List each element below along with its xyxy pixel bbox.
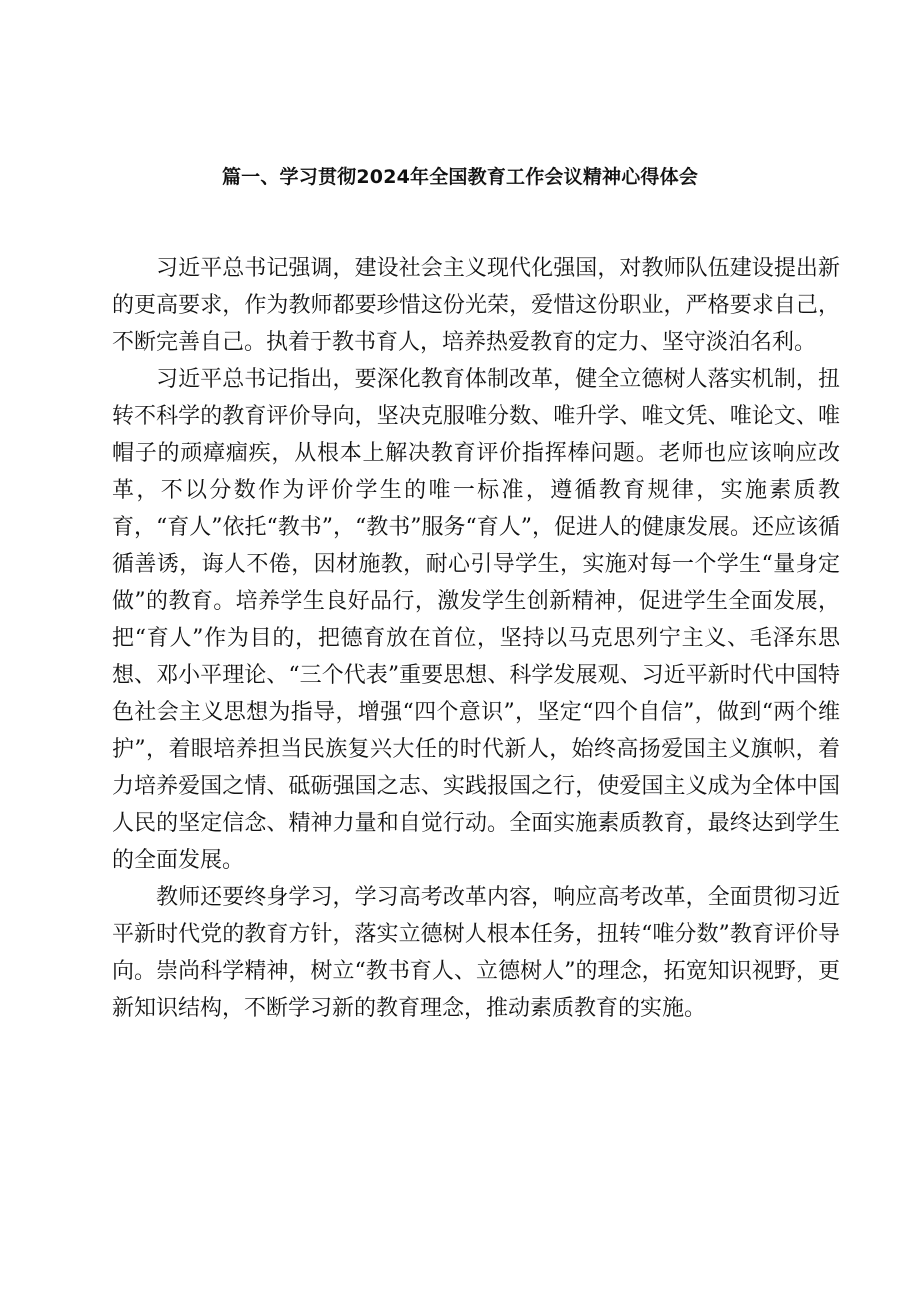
paragraph-1: 习近平总书记强调，建设社会主义现代化强国，对教师队伍建设提出新的更高要求，作为教师都要珍惜这份光荣，爱惜这份职业，严格要求自己，不断完善自己。执着于教书育人，培养热爱教育的定力、坚守淡泊名利。 xyxy=(112,256,840,355)
paragraph-3: 教师还要终身学习，学习高考改革内容，响应高考改革，全面贯彻习近平新时代党的教育方针，落实立德树人根本任务，扭转“唯分数”教育评价导向。崇尚科学精神，树立“教书育人、立德树人”的理念，拓宽知识视野，更新知识结构，不断学习新的教育理念，推动素质教育的实施。 xyxy=(112,885,840,1021)
paragraph-2: 习近平总书记指出，要深化教育体制改革，健全立德树人落实机制，扭转不科学的教育评价导向，坚决克服唯分数、唯升学、唯文凭、唯论文、唯帽子的顽瘴痼疾，从根本上解决教育评价指挥棒问题。老师也应该响应改革，不以分数作为评价学生的唯一标准，遵循教育规律，实施素质教育，“育人”依托“教书”，“教书”服务“育人”，促进人的健康发展。还应该循循善诱，诲人不倦，因材施教，耐心引导学生，实施对每一个学生“量身定做”的教育。培养学生良好品行，激发学生创新精神，促进学生全面发展，把“育人”作为目的，把德育放在首位，坚持以马克思列宁主义、毛泽东思想、邓小平理论、“三个代表”重要思想、科学发展观、习近平新时代中国特色社会主义思想为指导，增强“四个意识”，坚定“四个自信”，做到“两个维护”，着眼培养担当民族复兴大任的时代新人，始终高扬爱国主义旗帜，着力培养爱国之情、砥砺强国之志、实践报国之行，使爱国主义成为全体中国人民的坚定信念、精神力量和自觉行动。全面实施素质教育，最终达到学生的全面发展。 xyxy=(112,367,840,873)
document-body xyxy=(112,250,840,1027)
document-title: 篇一、学习贯彻2024年全国教育工作会议精神心得体会 xyxy=(221,166,699,188)
